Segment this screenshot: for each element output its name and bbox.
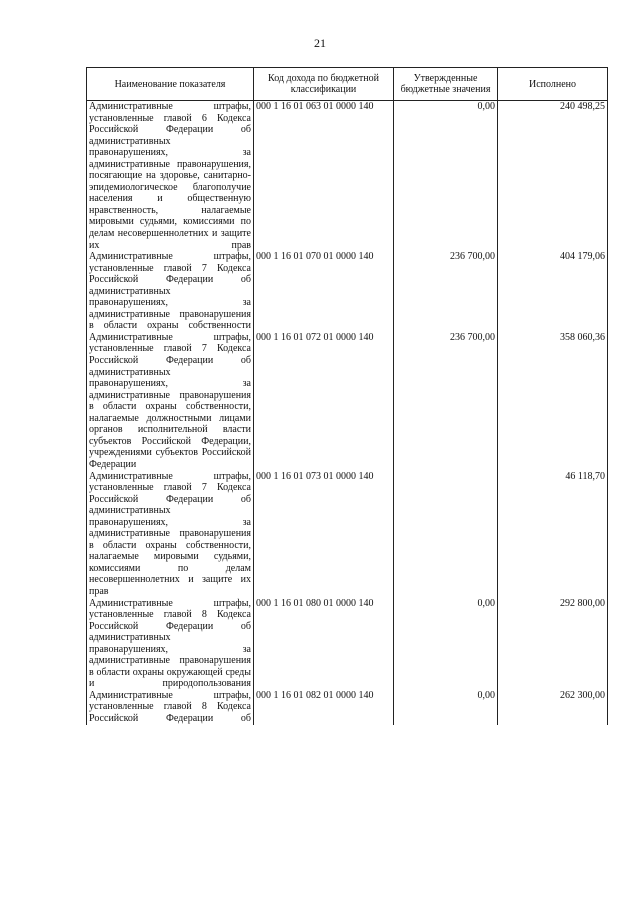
table-row: [87, 598, 608, 690]
row-code: 000 1 16 01 082 01 0000 140: [254, 690, 394, 725]
header-approved: Утвержденные бюджетные значения: [394, 68, 498, 101]
row-approved: 236 700,00: [394, 251, 498, 332]
header-done: Исполнено: [498, 68, 608, 101]
row-code: 000 1 16 01 063 01 0000 140: [254, 101, 394, 252]
page-number: 21: [314, 36, 326, 50]
header-code: Код дохода по бюджетной классификации: [254, 68, 394, 101]
row-approved: 0,00: [394, 690, 498, 725]
row-done: 262 300,00: [498, 690, 608, 725]
row-done: 240 498,25: [498, 101, 608, 252]
row-name: Административные штрафы, установленные главой 8 Кодекса Российской Федерации об административных правонарушениях, за административные правонарушения в области охраны окружающей среды и природопользования: [87, 598, 254, 690]
row-done: 46 118,70: [498, 471, 608, 598]
row-approved: 0,00: [394, 101, 498, 252]
row-done: 404 179,06: [498, 251, 608, 332]
row-done: 292 800,00: [498, 598, 608, 690]
row-name: Административные штрафы, установленные главой 7 Кодекса Российской Федерации об административных правонарушениях, за административные правонарушения в области охраны собственности: [87, 251, 254, 332]
row-code: 000 1 16 01 072 01 0000 140: [254, 332, 394, 471]
row-done: 358 060,36: [498, 332, 608, 471]
table-row: [87, 471, 608, 598]
table-row: [87, 251, 608, 332]
row-code: 000 1 16 01 073 01 0000 140: [254, 471, 394, 598]
row-name: Административные штрафы, установленные главой 8 Кодекса Российской Федерации об: [87, 690, 254, 725]
table-row: [87, 690, 608, 725]
row-approved: 0,00: [394, 598, 498, 690]
table-row: [87, 101, 608, 252]
table-header-row: [87, 68, 608, 101]
row-approved: [394, 471, 498, 598]
header-name: Наименование показателя: [87, 68, 254, 101]
report-table: [86, 67, 608, 725]
row-code: 000 1 16 01 070 01 0000 140: [254, 251, 394, 332]
row-approved: 236 700,00: [394, 332, 498, 471]
table-row: [87, 332, 608, 471]
row-code: 000 1 16 01 080 01 0000 140: [254, 598, 394, 690]
row-name: Административные штрафы, установленные главой 7 Кодекса Российской Федерации об административных правонарушениях, за административные правонарушения в области охраны собственности, налагаемые мировыми судьями, комиссиями по делам несовершеннолетних и защите их прав: [87, 471, 254, 598]
row-name: Административные штрафы, установленные главой 7 Кодекса Российской Федерации об административных правонарушениях, за административные правонарушения в области охраны собственности, налагаемые должностными лицами органов исполнительной власти субъектов Российской Федерации, учреждениями субъектов Российской Федерации: [87, 332, 254, 471]
row-name: Административные штрафы, установленные главой 6 Кодекса Российской Федерации об административных правонарушениях, за административные правонарушения, посягающие на здоровье, санитарно-эпидемиологическое благополучие населения и общественную нравственность, налагаемые мировыми судьями, комиссиями по делам несовершеннолетних и защите их прав: [87, 101, 254, 252]
